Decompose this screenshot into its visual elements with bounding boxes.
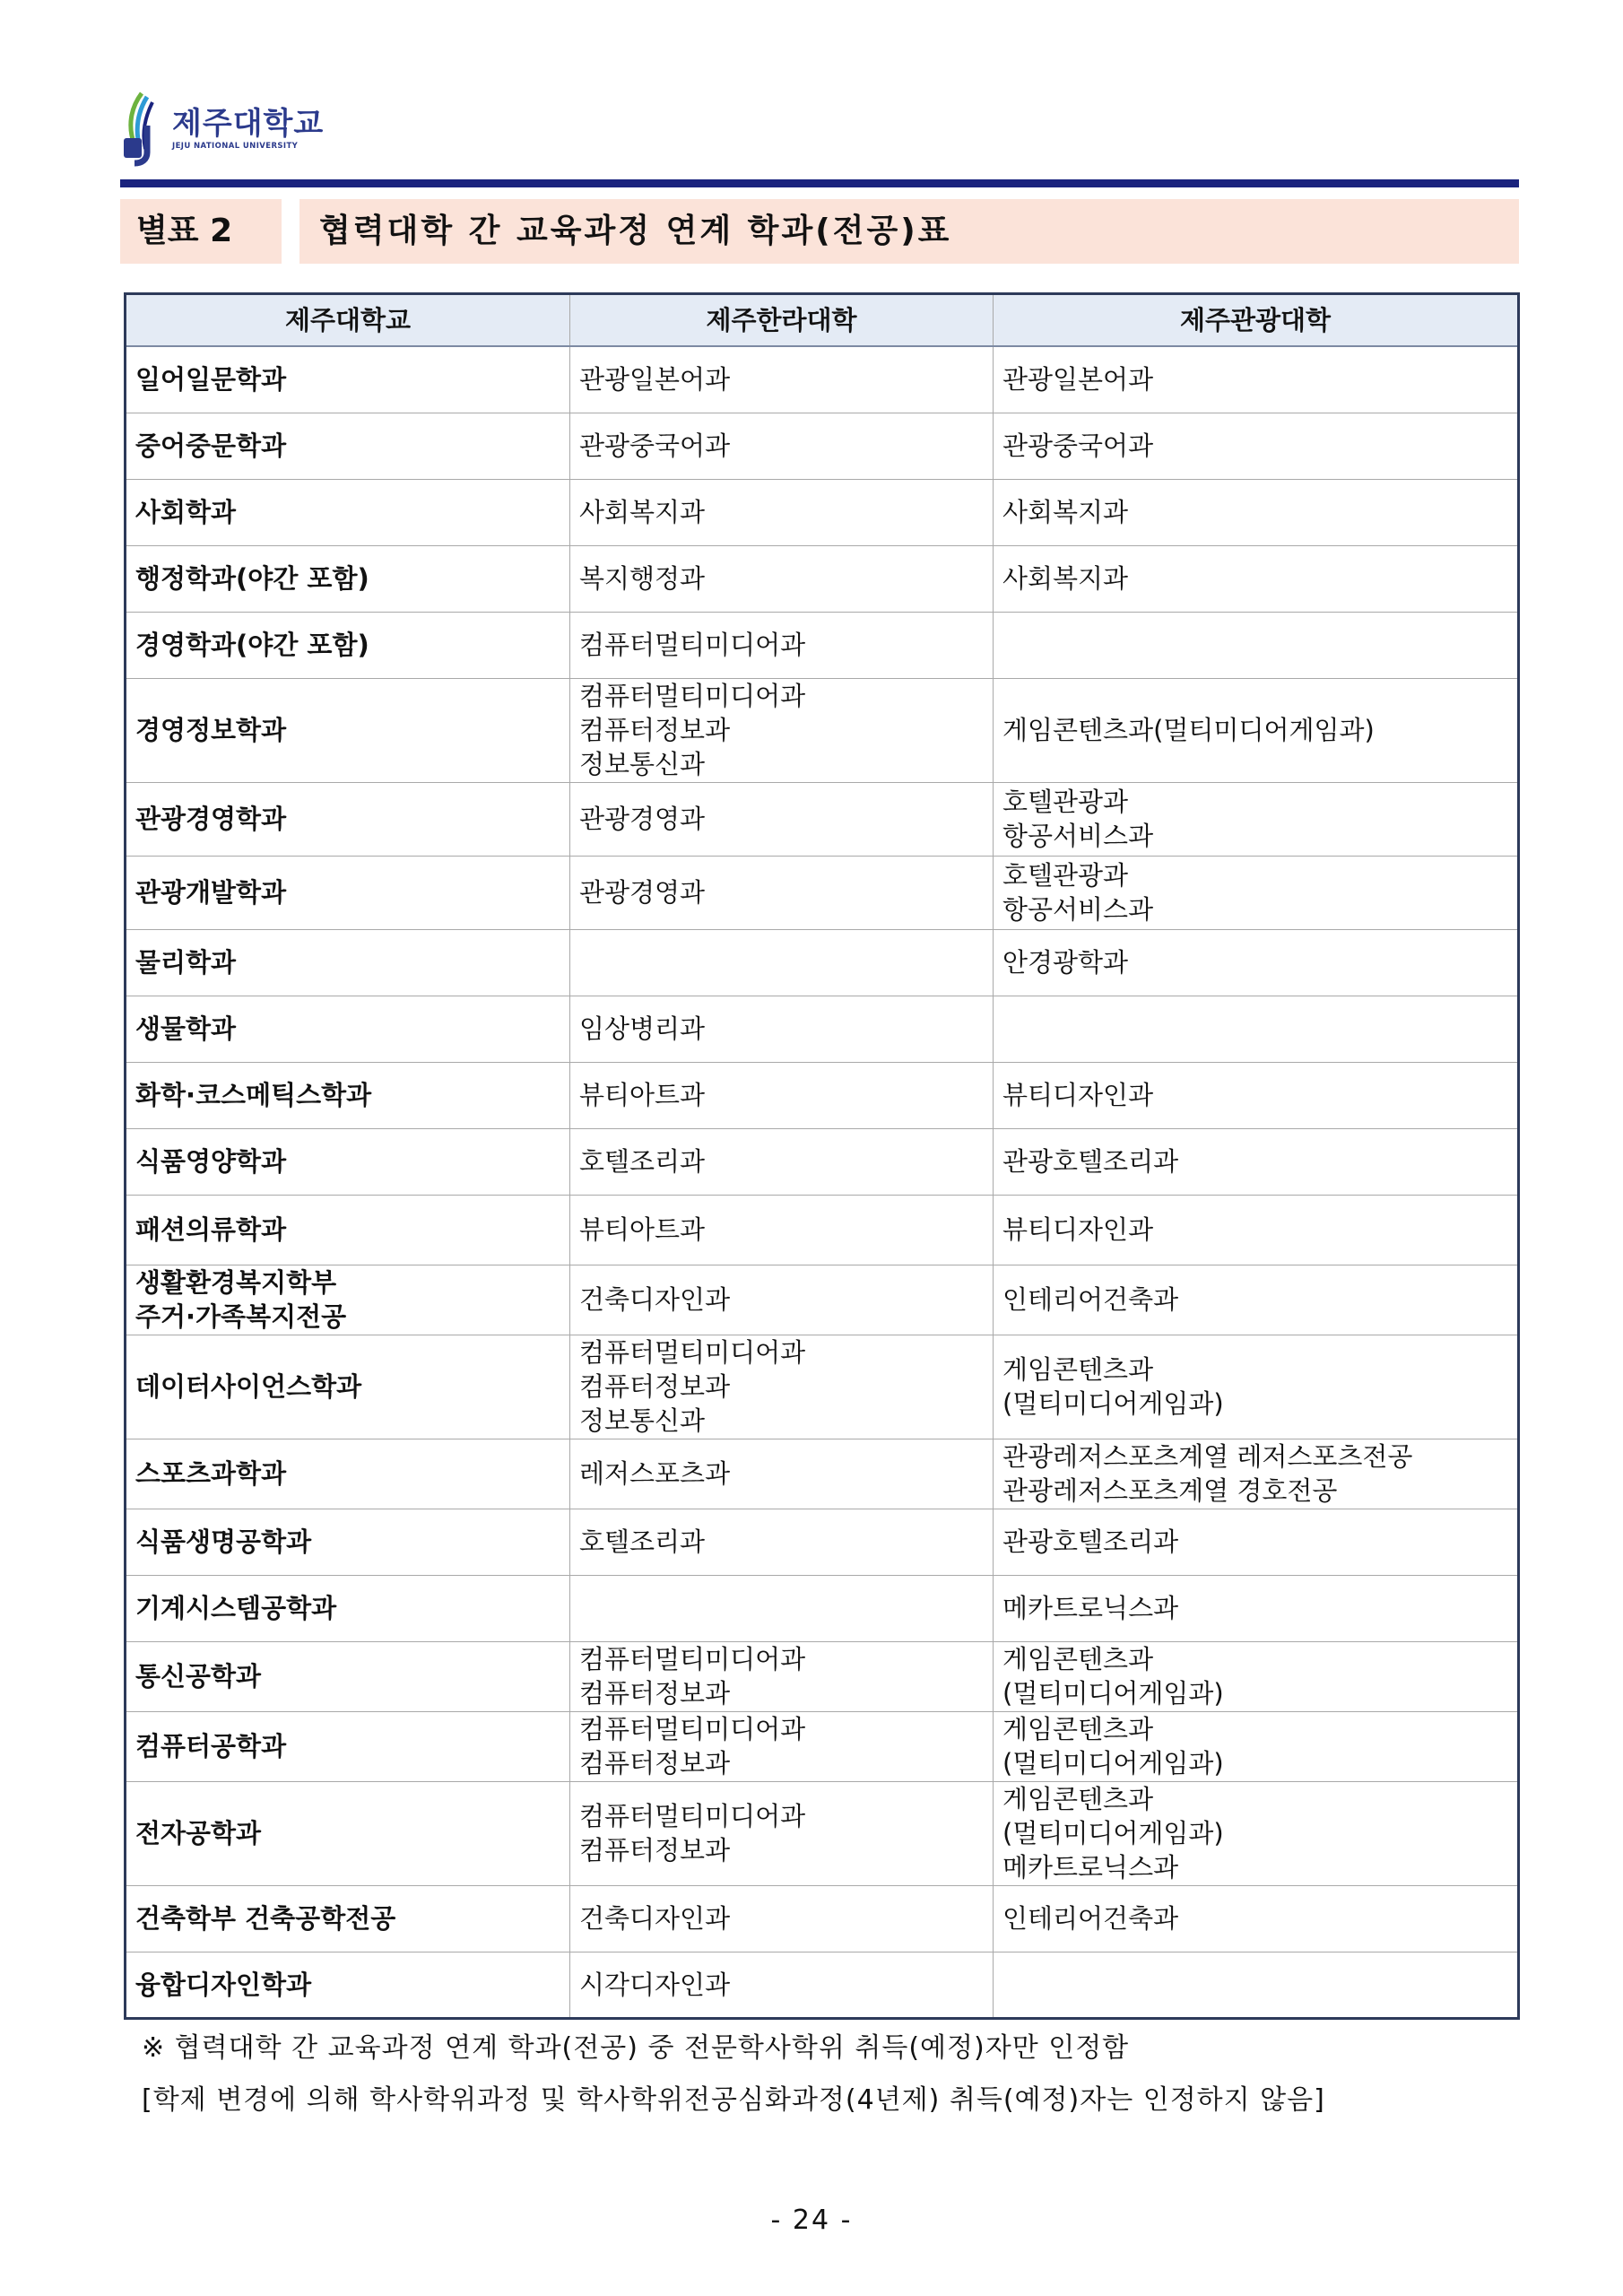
jeju-tourism-dept-cell	[994, 996, 1519, 1062]
jeju-halla-dept-cell	[570, 479, 994, 545]
cell-text: 정보통신과	[579, 749, 706, 779]
cell-text: 관광경영학과	[135, 804, 287, 834]
jeju-tourism-dept-cell	[994, 1641, 1519, 1711]
jeju-tourism-dept-cell	[994, 1952, 1519, 2018]
jeju-national-univ-dept-cell	[126, 1711, 570, 1781]
table-row	[126, 1575, 1519, 1641]
header-jeju-tourism-college: 제주관광대학	[994, 294, 1519, 347]
table-row	[126, 1641, 1519, 1711]
jeju-national-univ-dept-cell	[126, 1575, 570, 1641]
jeju-halla-dept-cell	[570, 1952, 994, 2018]
jeju-tourism-dept-cell	[994, 1265, 1519, 1335]
table-row	[126, 1128, 1519, 1195]
jeju-national-univ-dept-cell	[126, 1439, 570, 1509]
logo-name-ko: 제주대학교	[172, 106, 325, 142]
table-row	[126, 678, 1519, 782]
cell-text: 식품영양학과	[135, 1146, 287, 1177]
cell-text: 관광개발학과	[135, 877, 287, 908]
cell-text: 건축학부 건축공학전공	[135, 1903, 396, 1934]
jeju-tourism-dept-cell	[994, 1781, 1519, 1885]
jeju-halla-dept-cell	[570, 1128, 994, 1195]
page-number: - 24 -	[770, 2205, 853, 2236]
table-row	[126, 1952, 1519, 2018]
jeju-national-univ-dept-cell	[126, 479, 570, 545]
cell-text: 컴퓨터멀티미디어과	[579, 681, 806, 711]
cell-text: 패션의류학과	[135, 1214, 287, 1245]
jeju-tourism-dept-cell	[994, 782, 1519, 856]
jeju-national-univ-dept-cell	[126, 545, 570, 612]
jeju-tourism-dept-cell	[994, 545, 1519, 612]
jeju-halla-dept-cell	[570, 612, 994, 678]
cell-text: 호텔조리과	[579, 1526, 706, 1557]
cell-text: 관광레저스포츠계열 경호전공	[1002, 1475, 1338, 1506]
jeju-tourism-dept-cell	[994, 479, 1519, 545]
table-row	[126, 996, 1519, 1062]
cell-text: 게임콘텐츠과	[1002, 1784, 1154, 1814]
cell-text: 레저스포츠과	[579, 1458, 731, 1489]
cell-text: 식품생명공학과	[135, 1526, 312, 1557]
jeju-halla-dept-cell	[570, 1195, 994, 1265]
jeju-national-univ-dept-cell	[126, 1885, 570, 1952]
cell-text: 관광호텔조리과	[1002, 1526, 1179, 1557]
table-row	[126, 1439, 1519, 1509]
header-jeju-national-univ: 제주대학교	[126, 294, 570, 347]
jeju-national-univ-dept-cell	[126, 1509, 570, 1575]
cell-text: 주거·가족복지전공	[135, 1301, 347, 1332]
cell-text: 게임콘텐츠과	[1002, 1644, 1154, 1674]
cell-text: 컴퓨터정보과	[579, 1748, 731, 1779]
cell-text: 뷰티아트과	[579, 1080, 706, 1110]
cell-text: 관광일본어과	[579, 364, 731, 396]
table-header-row	[126, 294, 1519, 347]
cell-text: 게임콘텐츠과(멀티미디어게임과)	[1002, 715, 1375, 745]
jeju-national-univ-dept-cell	[126, 1195, 570, 1265]
cell-text: 복지행정과	[579, 563, 706, 594]
cell-text: 호텔관광과	[1002, 860, 1129, 891]
cell-text: 융합디자인학과	[135, 1969, 312, 2000]
cell-text: 일어일문학과	[135, 364, 287, 396]
cell-text: 행정학과(야간 포함)	[135, 563, 369, 594]
cell-text: 생물학과	[135, 1013, 237, 1044]
cell-text: 뷰티디자인과	[1002, 1080, 1154, 1110]
cell-text: 안경광학과	[1002, 947, 1129, 978]
cell-text: 관광경영과	[579, 804, 706, 834]
jeju-tourism-dept-cell	[994, 1335, 1519, 1439]
jeju-national-univ-dept-cell	[126, 1781, 570, 1885]
jeju-tourism-dept-cell	[994, 413, 1519, 479]
jeju-tourism-dept-cell	[994, 856, 1519, 929]
cell-text: 컴퓨터공학과	[135, 1731, 287, 1761]
cell-text: 메카트로닉스과	[1002, 1852, 1179, 1883]
jeju-national-univ-dept-cell	[126, 1128, 570, 1195]
cell-text: 컴퓨터멀티미디어과	[579, 1644, 806, 1674]
table-row	[126, 856, 1519, 929]
table-row	[126, 1711, 1519, 1781]
table-body	[126, 346, 1519, 2018]
jeju-national-univ-dept-cell	[126, 1952, 570, 2018]
table-row	[126, 612, 1519, 678]
cell-text: 컴퓨터정보과	[579, 1678, 731, 1709]
cell-text: 관광경영과	[579, 877, 706, 908]
jeju-tourism-dept-cell	[994, 1711, 1519, 1781]
cell-text: 건축디자인과	[579, 1284, 731, 1315]
jeju-tourism-dept-cell	[994, 678, 1519, 782]
cell-text: 생활환경복지학부	[135, 1267, 337, 1298]
jeju-halla-dept-cell	[570, 1885, 994, 1952]
header-jeju-halla-college: 제주한라대학	[570, 294, 994, 347]
cell-text: 컴퓨터멀티미디어과	[579, 1714, 806, 1744]
cell-text: 기계시스템공학과	[135, 1593, 337, 1623]
jeju-tourism-dept-cell	[994, 612, 1519, 678]
jeju-national-univ-dept-cell	[126, 1335, 570, 1439]
cell-text: 인테리어건축과	[1002, 1284, 1179, 1315]
jeju-halla-dept-cell	[570, 1575, 994, 1641]
jeju-tourism-dept-cell	[994, 1885, 1519, 1952]
jeju-tourism-dept-cell	[994, 1062, 1519, 1128]
table-row	[126, 1781, 1519, 1885]
cell-text: 인테리어건축과	[1002, 1903, 1179, 1934]
cell-text: 경영학과(야간 포함)	[135, 630, 369, 660]
jeju-halla-dept-cell	[570, 1781, 994, 1885]
table-row	[126, 782, 1519, 856]
cell-text: 뷰티아트과	[579, 1214, 706, 1245]
cell-text: 시각디자인과	[579, 1969, 731, 2000]
cell-text: (멀티미디어게임과)	[1002, 1388, 1224, 1419]
jeju-national-univ-dept-cell	[126, 856, 570, 929]
cell-text: (멀티미디어게임과)	[1002, 1678, 1224, 1709]
cell-text: 관광레저스포츠계열 레저스포츠전공	[1002, 1441, 1413, 1472]
cell-text: 호텔관광과	[1002, 787, 1129, 817]
jeju-halla-dept-cell	[570, 1265, 994, 1335]
cell-text: 경영정보학과	[135, 715, 287, 745]
jeju-tourism-dept-cell	[994, 1195, 1519, 1265]
jeju-halla-dept-cell	[570, 1439, 994, 1509]
cell-text: 컴퓨터멀티미디어과	[579, 1337, 806, 1368]
cell-text: 컴퓨터멀티미디어과	[579, 1801, 806, 1831]
jeju-halla-dept-cell	[570, 1509, 994, 1575]
cell-text: 항공서비스과	[1002, 894, 1154, 925]
jeju-halla-dept-cell	[570, 1062, 994, 1128]
cell-text: 전자공학과	[135, 1818, 262, 1848]
jeju-national-univ-dept-cell	[126, 782, 570, 856]
table-row	[126, 1265, 1519, 1335]
table-row	[126, 346, 1519, 413]
header-accent-bar	[120, 179, 1519, 187]
cell-text: 뷰티디자인과	[1002, 1214, 1154, 1245]
table-row	[126, 545, 1519, 612]
title-row	[120, 199, 1519, 264]
table-row	[126, 479, 1519, 545]
cell-text: 통신공학과	[135, 1661, 262, 1692]
cell-text: 사회복지과	[1002, 497, 1129, 527]
jeju-halla-dept-cell	[570, 782, 994, 856]
jeju-halla-dept-cell	[570, 1335, 994, 1439]
jeju-halla-dept-cell	[570, 346, 994, 413]
jeju-national-univ-dept-cell	[126, 1641, 570, 1711]
cell-text: 사회복지과	[579, 497, 706, 527]
logo-name-en: JEJU NATIONAL UNIVERSITY	[172, 142, 299, 151]
jeju-national-univ-dept-cell	[126, 612, 570, 678]
jeju-national-univ-dept-cell	[126, 1062, 570, 1128]
jeju-national-univ-dept-cell	[126, 1265, 570, 1335]
cell-text: 스포츠과학과	[135, 1458, 287, 1489]
cell-text: 건축디자인과	[579, 1903, 731, 1934]
jeju-halla-dept-cell	[570, 545, 994, 612]
jeju-tourism-dept-cell	[994, 1439, 1519, 1509]
cell-text: 컴퓨터정보과	[579, 1835, 731, 1866]
page-title: 협력대학 간 교육과정 연계 학과(전공)표	[299, 199, 1519, 264]
table-row	[126, 413, 1519, 479]
cell-text: 관광중국어과	[579, 430, 731, 461]
cell-text: 관광일본어과	[1002, 364, 1154, 396]
university-logo	[115, 90, 324, 167]
jeju-tourism-dept-cell	[994, 1128, 1519, 1195]
cell-text: 게임콘텐츠과	[1002, 1354, 1154, 1385]
table-row	[126, 1335, 1519, 1439]
cell-text: 컴퓨터정보과	[579, 1371, 731, 1402]
jeju-national-univ-dept-cell	[126, 678, 570, 782]
jeju-tourism-dept-cell	[994, 346, 1519, 413]
cell-text: (멀티미디어게임과)	[1002, 1818, 1224, 1848]
footnote-1: ※ 협력대학 간 교육과정 연계 학과(전공) 중 전문학사학위 취득(예정)자만 인정함	[142, 2032, 1130, 2064]
table-row	[126, 1062, 1519, 1128]
cell-text: 항공서비스과	[1002, 821, 1154, 851]
cell-text: 데이터사이언스학과	[135, 1371, 362, 1402]
jeju-halla-dept-cell	[570, 1711, 994, 1781]
jeju-tourism-dept-cell	[994, 1575, 1519, 1641]
jeju-halla-dept-cell	[570, 1641, 994, 1711]
cell-text: 컴퓨터멀티미디어과	[579, 630, 806, 660]
table-row	[126, 1509, 1519, 1575]
jeju-halla-dept-cell	[570, 413, 994, 479]
jeju-national-univ-dept-cell	[126, 929, 570, 996]
cell-text: 물리학과	[135, 947, 237, 978]
cell-text: (멀티미디어게임과)	[1002, 1748, 1224, 1779]
jeju-tourism-dept-cell	[994, 1509, 1519, 1575]
table-row	[126, 929, 1519, 996]
jeju-national-univ-dept-cell	[126, 346, 570, 413]
jeju-halla-dept-cell	[570, 929, 994, 996]
cell-text: 관광중국어과	[1002, 430, 1154, 461]
cell-text: 호텔조리과	[579, 1146, 706, 1177]
jeju-halla-dept-cell	[570, 856, 994, 929]
footnote-2: [학제 변경에 의해 학사학위과정 및 학사학위전공심화과정(4년제) 취득(예정)자는 인정하지 않음]	[142, 2084, 1325, 2116]
jeju-halla-dept-cell	[570, 678, 994, 782]
jeju-national-univ-dept-cell	[126, 996, 570, 1062]
cell-text: 게임콘텐츠과	[1002, 1714, 1154, 1744]
jeju-tourism-dept-cell	[994, 929, 1519, 996]
cell-text: 메카트로닉스과	[1002, 1593, 1179, 1623]
cell-text: 임상병리과	[579, 1013, 706, 1044]
cell-text: 관광호텔조리과	[1002, 1146, 1179, 1177]
cell-text: 사회학과	[135, 497, 237, 527]
jeju-national-univ-dept-cell	[126, 413, 570, 479]
appendix-label: 별표 2	[120, 199, 282, 264]
table-row	[126, 1885, 1519, 1952]
cell-text: 화학·코스메틱스학과	[135, 1080, 372, 1110]
jeju-halla-dept-cell	[570, 996, 994, 1062]
cell-text: 컴퓨터정보과	[579, 715, 731, 745]
cell-text: 사회복지과	[1002, 563, 1129, 594]
department-linkage-table	[124, 292, 1520, 2020]
table-row	[126, 1195, 1519, 1265]
cell-text: 정보통신과	[579, 1405, 706, 1436]
cell-text: 중어중문학과	[135, 430, 287, 461]
jeju-emblem-icon	[115, 90, 167, 167]
